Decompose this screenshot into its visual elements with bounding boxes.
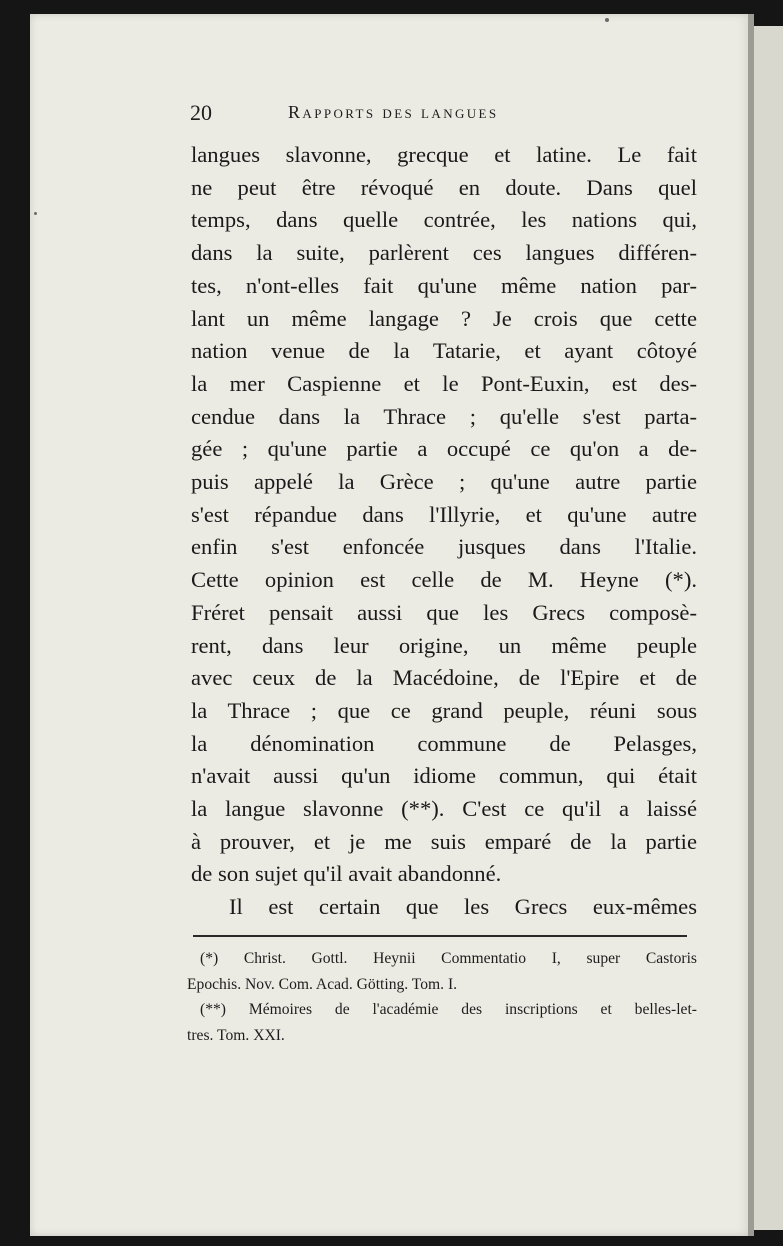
text-line: s'est répandue dans l'Illyrie, et qu'une autre (191, 501, 697, 527)
page-gutter-shadow (748, 14, 754, 1236)
text-line: dans la suite, parlèrent ces langues différen- (191, 240, 697, 266)
footnote (187, 997, 697, 1048)
text-line: temps, dans quelle contrée, les nations qui, (191, 207, 697, 233)
running-header (160, 96, 612, 128)
footnotes (187, 946, 697, 1048)
text-line: lant un même langage ? Je crois que cette (191, 305, 697, 331)
text-line: enfin s'est enfoncée jusques dans l'Italie. (191, 534, 697, 560)
text-line: la dénomination commune de Pelasges, (191, 730, 697, 756)
footnote-line: (**) Mémoires de l'académie des inscriptions et belles-let- (200, 1001, 697, 1018)
footnote-line: tres. Tom. XXI. (187, 1026, 285, 1044)
text-line: nation venue de la Tatarie, et ayant côtoyé (191, 338, 697, 364)
text-line: la langue slavonne (**). C'est ce qu'il a laissé (191, 796, 697, 822)
text-line: puis appelé la Grèce ; qu'une autre partie (191, 469, 697, 495)
paper-speck (34, 212, 37, 215)
footnote-line: Epochis. Nov. Com. Acad. Götting. Tom. I. (187, 975, 458, 993)
page-number: 20 (190, 100, 212, 125)
text-line: de son sujet qu'il avait abandonné. (191, 861, 502, 887)
paper-speck (605, 18, 609, 22)
running-title: Rapports des langues (288, 102, 499, 122)
footnote (187, 946, 697, 997)
footnote-rule (193, 935, 687, 937)
text-line: Cette opinion est celle de M. Heyne (*). (191, 567, 697, 593)
text-line: à prouver, et je me suis emparé de la partie (191, 828, 697, 854)
body-text (191, 139, 697, 924)
text-line: rent, dans leur origine, un même peuple (191, 632, 697, 658)
footnote-line: (*) Christ. Gottl. Heynii Commentatio I, super Castoris (200, 950, 697, 967)
text-line: langues slavonne, grecque et latine. Le fait (191, 142, 697, 167)
text-line: la Thrace ; que ce grand peuple, réuni sous (191, 697, 697, 723)
text-line: cendue dans la Thrace ; qu'elle s'est parta- (191, 403, 697, 429)
next-page-edge (752, 26, 783, 1230)
text-line: Fréret pensait aussi que les Grecs composè- (191, 599, 697, 625)
text-line: ne peut être révoqué en doute. Dans quel (191, 174, 697, 200)
text-line: avec ceux de la Macédoine, de l'Epire et de (191, 665, 697, 691)
text-line: Il est certain que les Grecs eux-mêmes (229, 894, 697, 920)
text-line: n'avait aussi qu'un idiome commun, qui était (191, 763, 697, 789)
text-line: tes, n'ont-elles fait qu'une même nation par- (191, 272, 697, 298)
text-line: gée ; qu'une partie a occupé ce qu'on a de- (191, 436, 697, 462)
text-line: la mer Caspienne et le Pont-Euxin, est des- (191, 370, 697, 396)
